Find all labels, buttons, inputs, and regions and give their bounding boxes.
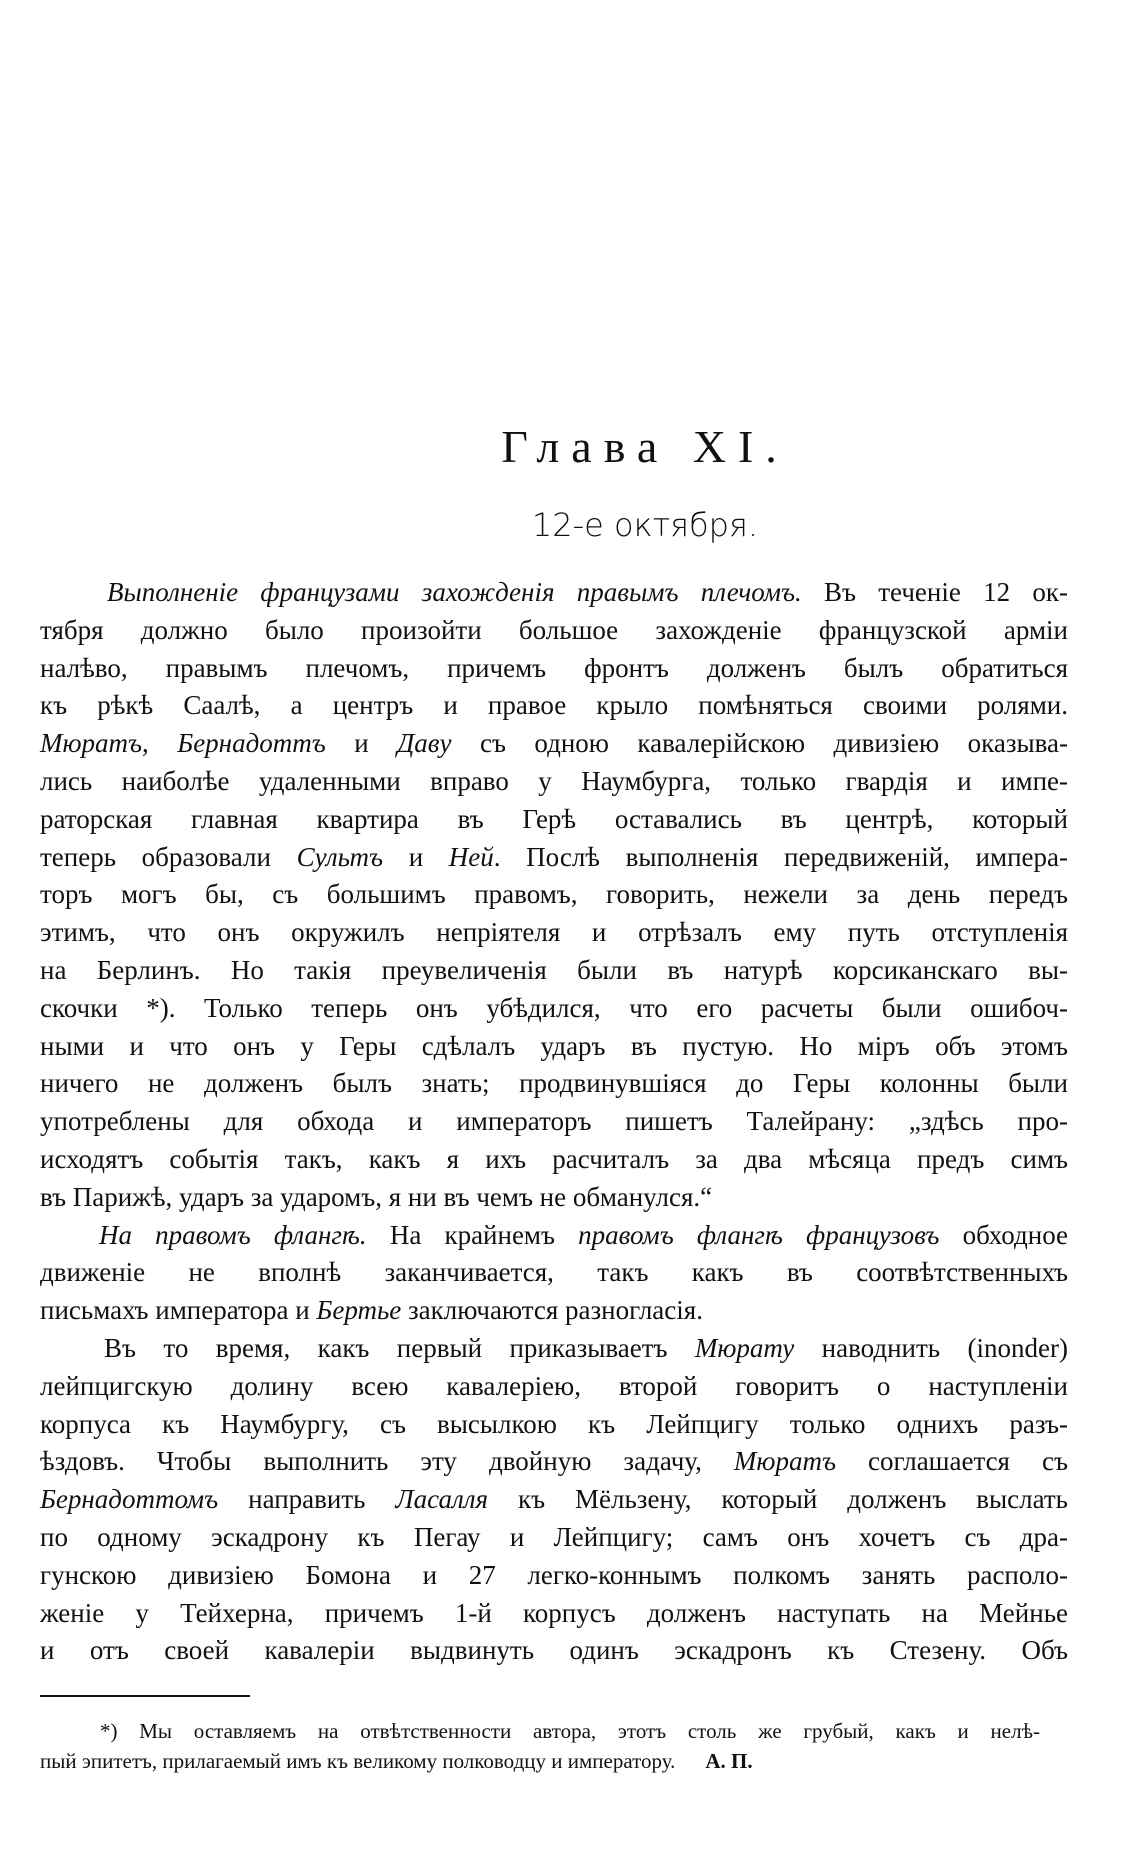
person-name: Бернадоттомъ bbox=[40, 1484, 219, 1515]
person-name: Мюратъ bbox=[733, 1446, 836, 1477]
text-line: и отъ своей кавалеріи выдвинуть одинъ эскадронъ къ Стезену. Объ bbox=[40, 1635, 1068, 1666]
person-name: Бертье bbox=[316, 1295, 402, 1326]
section-heading: На правомъ флангѣ. bbox=[99, 1219, 367, 1250]
chapter-date: 12-е октября. bbox=[531, 506, 759, 544]
footnote-line: пый эпитетъ, прилагаемый имъ къ великому полководцу и императору. А. П. bbox=[40, 1749, 753, 1773]
person-name: Мюрату bbox=[694, 1332, 795, 1363]
text-line: теперь образовали Сультъ и Ней. Послѣ выполненія передвиженій, импера- bbox=[40, 841, 1069, 872]
text-line: корпуса къ Наумбургу, съ высылкою къ Лейпцигу только однихъ разъ- bbox=[40, 1408, 1068, 1439]
body-text bbox=[40, 574, 1068, 1670]
text-line: ными и что онъ у Геры сдѣлалъ ударъ въ пустую. Но міръ объ этомъ bbox=[40, 1030, 1068, 1061]
person-name: Сультъ bbox=[296, 841, 384, 872]
text-line: женіе у Тейхерна, причемъ 1-й корпусъ долженъ наступать на Мейнье bbox=[40, 1597, 1068, 1628]
text-line: скочки *). Только теперь онъ убѣдился, что его расчеты были ошибоч- bbox=[40, 992, 1068, 1023]
person-name: Бернадоттъ bbox=[177, 728, 326, 759]
text-line: къ рѣкѣ Саалѣ, а центръ и правое крыло помѣняться своими ролями. bbox=[40, 690, 1068, 721]
person-name: Даву bbox=[397, 728, 452, 759]
text-line: раторская главная квартира въ Герѣ оставались въ центрѣ, который bbox=[40, 803, 1068, 834]
text-line: налѣво, правымъ плечомъ, причемъ фронтъ долженъ былъ обратиться bbox=[40, 652, 1068, 683]
chapter-title: Глава XI. bbox=[501, 421, 789, 472]
person-name: Ласалля bbox=[395, 1484, 489, 1515]
text-line: движеніе не вполнѣ заканчивается, такъ какъ въ соотвѣтственныхъ bbox=[40, 1257, 1068, 1288]
text-line: Мюратъ, Бернадоттъ и Даву съ одною кавалерійскою дивизіею оказыва- bbox=[40, 728, 1069, 759]
text-line: Бернадоттомъ направить Ласалля къ Мёльзену, который долженъ выслать bbox=[40, 1484, 1068, 1515]
text-line: ѣздовъ. Чтобы выполнить эту двойную задачу, Мюратъ соглашается съ bbox=[40, 1446, 1068, 1477]
text-line: Въ то время, какъ первый приказываетъ Мюрату наводнить (inonder) bbox=[104, 1332, 1068, 1363]
section-heading: Выполненіе французами захожденія правымъ плечомъ. bbox=[107, 577, 802, 607]
footnote-signature: А. П. bbox=[705, 1749, 753, 1773]
person-name: Ней bbox=[448, 841, 494, 872]
text-line: гунскою дивизіею Бомона и 27 легко-коннымъ полкомъ занять располо- bbox=[40, 1559, 1068, 1590]
text-line: по одному эскадрону къ Пегау и Лейпцигу; самъ онъ хочетъ съ дра- bbox=[40, 1521, 1068, 1552]
text-line: этимъ, что онъ окружилъ непріятеля и отрѣзалъ ему путь отступленія bbox=[40, 917, 1068, 948]
text-line: торъ могъ бы, съ большимъ правомъ, говорить, нежели за день передъ bbox=[40, 879, 1068, 910]
text-line: исходятъ событія такъ, какъ я ихъ расчиталъ за два мѣсяца предъ симъ bbox=[40, 1143, 1068, 1174]
footnote-line: *) Мы оставляемъ на отвѣтственности автора, этотъ столь же грубый, какъ и нелѣ- bbox=[100, 1719, 1040, 1743]
text-line: употреблены для обхода и императоръ пишетъ Талейрану: „здѣсь про- bbox=[40, 1106, 1068, 1137]
text-line: тября должно было произойти большое захожденіе французской арміи bbox=[40, 614, 1068, 645]
footnote-divider bbox=[40, 1695, 250, 1697]
text-line: На правомъ флангѣ. На крайнемъ правомъ флангѣ французовъ обходное bbox=[99, 1219, 1069, 1250]
text-line: въ Парижѣ, ударъ за ударомъ, я ни въ чемъ не обманулся.“ bbox=[40, 1181, 713, 1212]
text-line: лейпцигскую долину всею кавалеріею, второй говоритъ о наступленіи bbox=[40, 1370, 1068, 1401]
person-name: Мюратъ bbox=[40, 728, 143, 759]
text-line: Выполненіе французами захожденія правымъ плечомъ. Въ теченіе 12 ок- bbox=[107, 577, 1069, 607]
text-line: на Берлинъ. Но такія преувеличенія были въ натурѣ корсиканскаго вы- bbox=[40, 954, 1068, 985]
text-line: письмахъ императора и Бертье заключаются разногласія. bbox=[40, 1295, 703, 1326]
text-line: лись наиболѣе удаленными вправо у Наумбурга, только гвардія и импе- bbox=[40, 765, 1068, 796]
text-line: ничего не долженъ былъ знать; продвинувшіяся до Геры колонны были bbox=[40, 1068, 1068, 1099]
footnote bbox=[40, 1716, 1040, 1776]
